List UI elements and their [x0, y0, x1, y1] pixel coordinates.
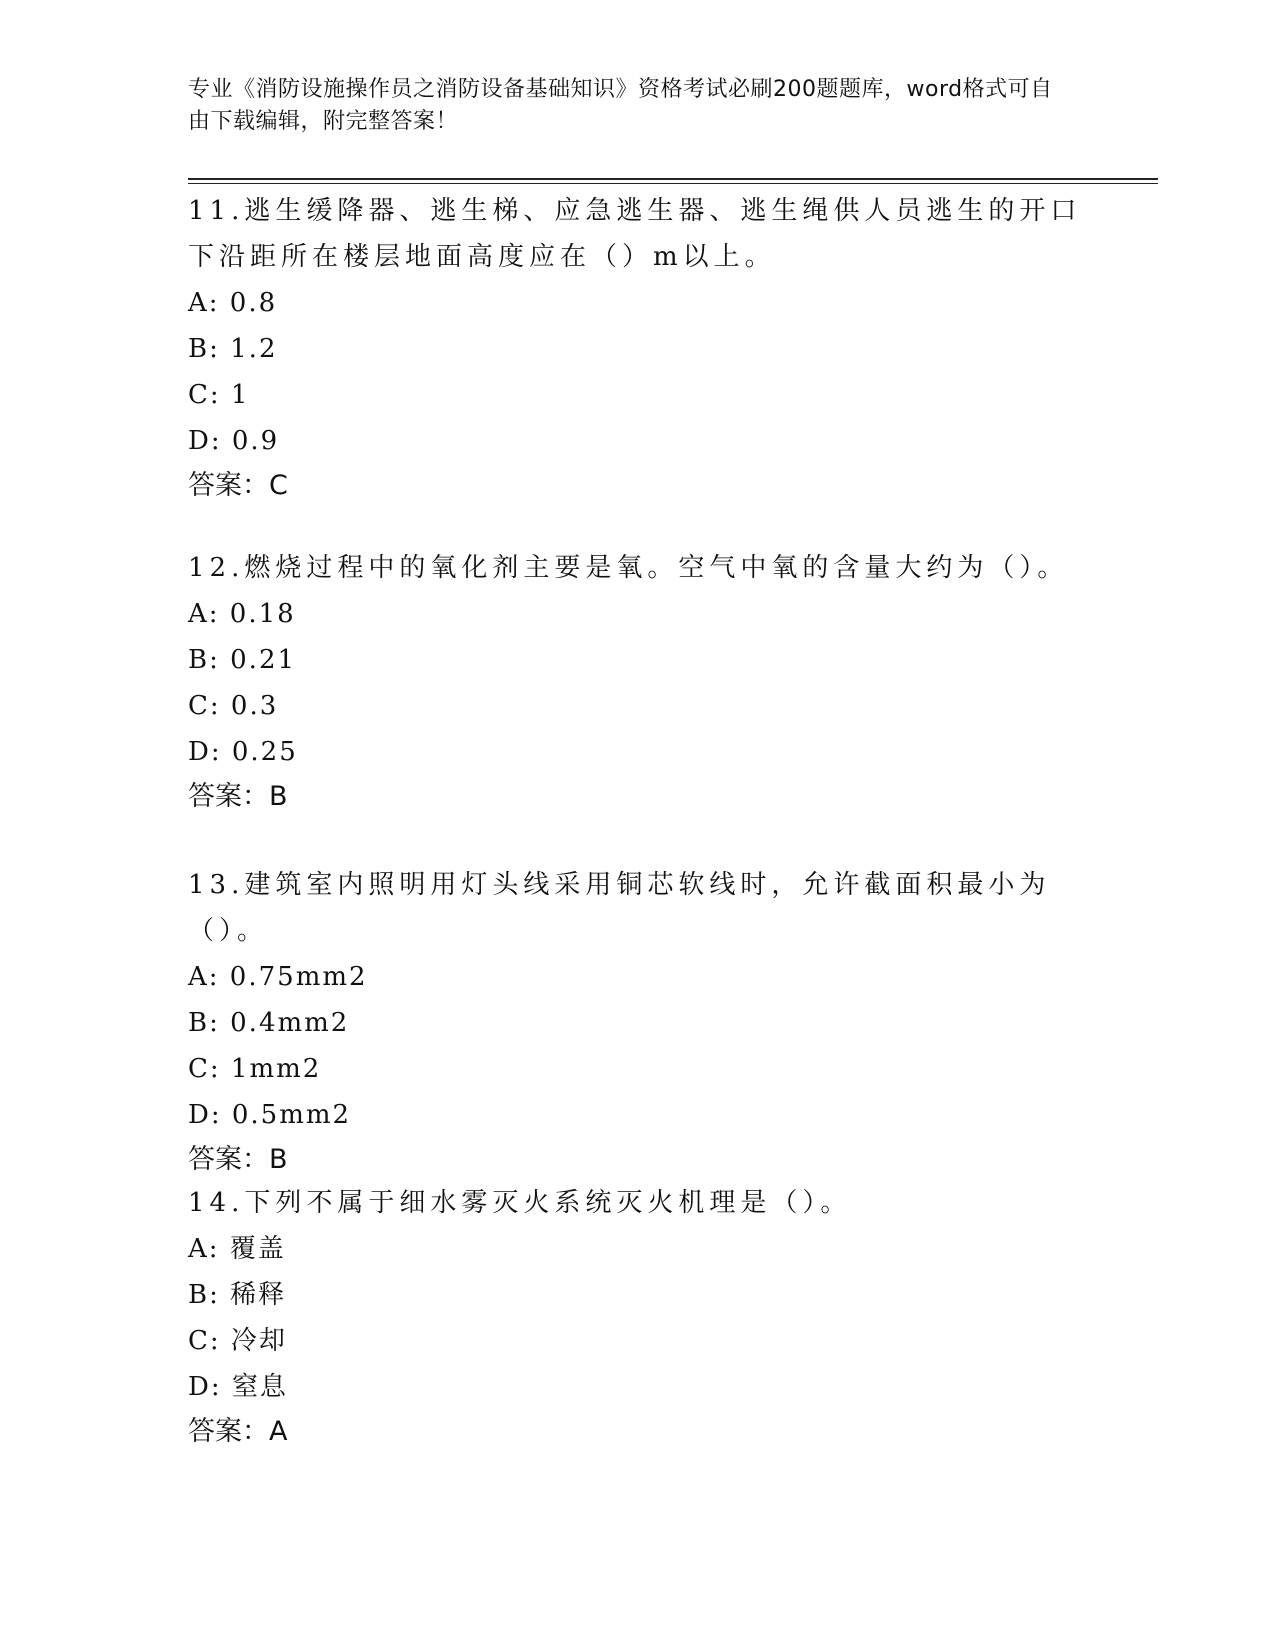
answer-line: 答案：B — [188, 1144, 288, 1175]
option-b: B: 稀释 — [188, 1280, 287, 1310]
option-b: B: 1.2 — [188, 334, 278, 364]
answer-line: 答案：C — [188, 470, 288, 501]
option-c: C: 1mm2 — [188, 1054, 322, 1084]
answer-line: 答案：A — [188, 1416, 288, 1447]
option-b: B: 0.4mm2 — [188, 1008, 350, 1038]
option-c: C: 冷却 — [188, 1326, 287, 1356]
document-header: 专业《消防设施操作员之消防设备基础知识》资格考试必刷200题题库，word格式可自由下载编辑，附完整答案！ — [188, 77, 1053, 134]
answer-line: 答案：B — [188, 781, 288, 812]
option-a: A: 0.75mm2 — [188, 962, 368, 992]
option-d: D: 0.9 — [188, 426, 280, 456]
option-a: A: 0.8 — [188, 288, 278, 318]
question-12 — [188, 545, 1088, 819]
question-stem: 12.燃烧过程中的氧化剂主要是氧。空气中氧的含量大约为（）。 — [188, 553, 1069, 583]
option-d: D: 0.5mm2 — [188, 1100, 352, 1130]
option-d: D: 窒息 — [188, 1372, 288, 1402]
header-divider-thick — [188, 178, 1158, 180]
question-stem: 11.逃生缓降器、逃生梯、应急逃生器、逃生绳供人员逃生的开口下沿距所在楼层地面高度应在（）m以上。 — [188, 196, 1082, 272]
header-divider-thin — [188, 183, 1158, 184]
option-a: A: 0.18 — [188, 599, 296, 629]
question-stem: 13.建筑室内照明用灯头线采用铜芯软线时，允许截面积最小为（）。 — [188, 870, 1051, 946]
option-a: A: 覆盖 — [188, 1234, 286, 1264]
question-stem: 14.下列不属于细水雾灭火系统灭火机理是（）。 — [188, 1188, 852, 1218]
question-14 — [188, 1180, 1088, 1454]
option-b: B: 0.21 — [188, 645, 297, 675]
question-13 — [188, 862, 1088, 1182]
option-c: C: 1 — [188, 380, 250, 410]
option-d: D: 0.25 — [188, 737, 298, 767]
question-11 — [188, 188, 1088, 508]
option-c: C: 0.3 — [188, 691, 279, 721]
